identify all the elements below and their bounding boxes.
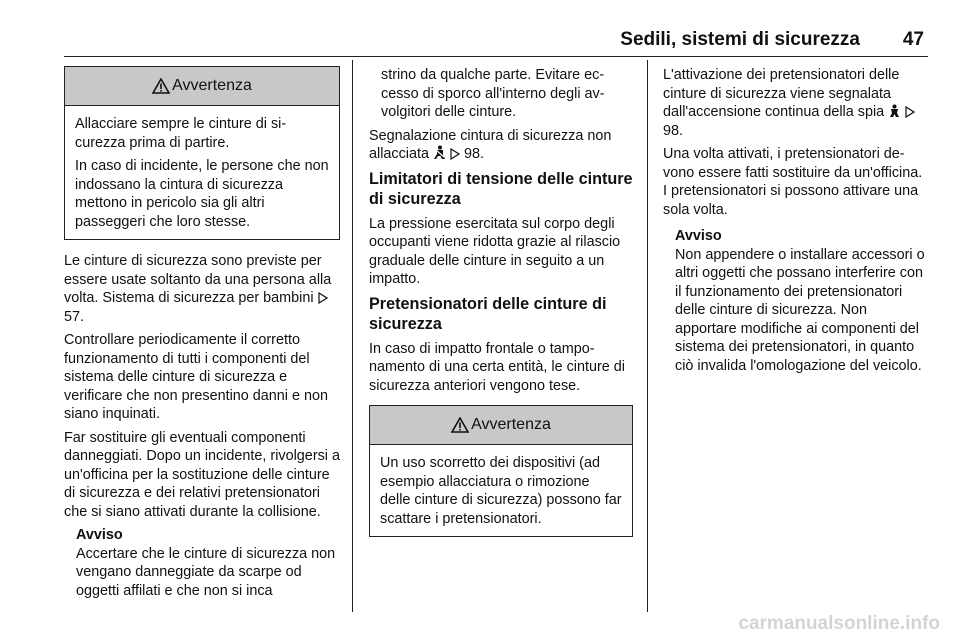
- section-heading: Pretensionatori delle cinture di sicurezza: [369, 294, 607, 333]
- page-number: 47: [902, 29, 924, 50]
- page-ref-arrow-icon: [905, 106, 915, 118]
- warning-header: [370, 406, 632, 445]
- warning-triangle-icon: [451, 417, 469, 433]
- page-reference[interactable]: 98.: [464, 146, 485, 162]
- watermark: carmanualsonline.info: [738, 613, 940, 634]
- paragraph: Far sostituire gli eventuali componenti danneggiati. Dopo un incidente, rivolgersi a un'officina per la sostituzione delle cinture di sicurezza e dei relativi pretensionatori che si siano attivati durante la collisione.: [64, 429, 341, 520]
- paragraph: [64, 252, 340, 326]
- column-divider: [647, 60, 648, 612]
- warning-box: [369, 405, 633, 537]
- warning-text: In caso di incidente, le persone che non indossano la cintura di sicurezza mettono in pericolo sia gli altri passeggeri che loro stesse.: [75, 158, 329, 230]
- paragraph: La pressione esercitata sul corpo degli occupanti viene ridotta grazie al rilascio graduale delle cinture in seguito a un impatto.: [369, 215, 621, 287]
- paragraph-text: L'attivazione dei pretensionatori delle cinture di sicurezza viene segnalata dall'accensione continua della spia: [663, 67, 900, 120]
- paragraph-text: Le cinture di sicurezza sono previste per essere usate soltanto da una persona alla volta. Sistema di sicurezza per bambini: [64, 253, 332, 306]
- column-divider: [352, 60, 353, 612]
- page-ref-arrow-icon: [450, 148, 460, 160]
- pretensioner-warning-icon: [888, 104, 901, 118]
- note-text: Non appendere o installare accessori o altri oggetti che possano interferire con il funzionamento dei pretensionatori delle cinture di sicurezza. Non apportare modifiche ai componenti del sistema dei pretensionatori, in quanto ciò invalida l'omologazione del veicolo.: [675, 246, 925, 374]
- page-header-title: Sedili, sistemi di sicurezza: [620, 29, 860, 50]
- seatbelt-warning-icon: [433, 145, 446, 160]
- paragraph: In caso di impatto frontale o tamponamento di una certa entità, le cinture di sicurezza anteriori vengono tese.: [369, 340, 625, 394]
- section-heading: Limitatori di tensione delle cinture di sicurezza: [369, 169, 633, 208]
- column-3: [663, 66, 929, 375]
- paragraph: strino da qualche parte. Evitare eccesso di sporco all'interno degli avvolgitori delle cinture.: [381, 67, 605, 120]
- note-box: [663, 227, 929, 375]
- column-1: [64, 66, 340, 600]
- column-2: [369, 66, 633, 549]
- note-box: [64, 526, 340, 600]
- paragraph: Controllare periodicamente il corretto funzionamento di tutti i componenti del sistema delle cinture di sicurezza e verificare che non presentino danni e non siano inquinati.: [64, 332, 329, 422]
- page-ref-arrow-icon: [318, 292, 328, 304]
- warning-triangle-icon: [152, 78, 170, 94]
- page-reference[interactable]: 98.: [663, 122, 684, 139]
- paragraph: [663, 66, 929, 140]
- warning-title: Avvertenza: [471, 415, 551, 433]
- warning-box: [64, 66, 340, 240]
- paragraph: Una volta attivati, i pretensionatori devono essere fatti sostituire da un'officina. I pretensionatori si possono attivare una sola volta.: [663, 146, 923, 218]
- note-title: Avviso: [675, 228, 722, 244]
- note-text: Accertare che le cinture di sicurezza non vengano danneggiate da scarpe od oggetti affilati e che non si inca: [76, 545, 336, 599]
- warning-text: Allacciare sempre le cinture di sicurezza prima di partire.: [75, 116, 287, 151]
- paragraph: [369, 127, 633, 164]
- paragraph-text: Segnalazione cintura di sicurezza non allacciata: [369, 127, 612, 162]
- header-rule: [64, 56, 928, 57]
- warning-header: [65, 67, 339, 106]
- page-reference[interactable]: 57.: [64, 308, 85, 325]
- note-title: Avviso: [76, 527, 123, 543]
- warning-title: Avvertenza: [172, 76, 252, 94]
- warning-text: Un uso scorretto dei dispositivi (ad esempio allacciatura o rimozione delle cinture di sicurezza) possono far scattare i pretensionatori.: [380, 455, 622, 527]
